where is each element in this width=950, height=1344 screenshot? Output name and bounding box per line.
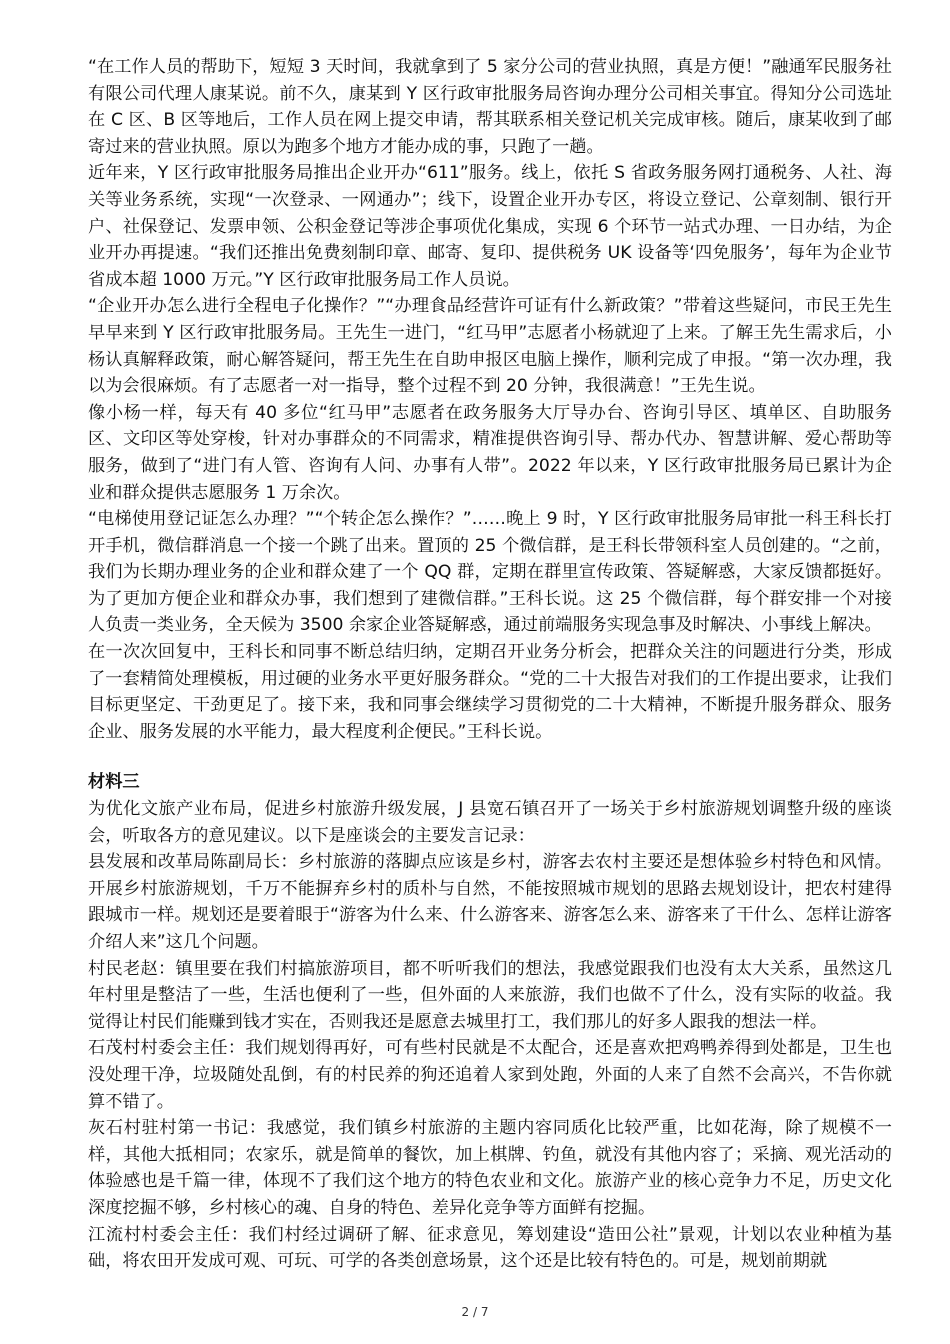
paragraph: 近年来，Y 区行政审批服务局推出企业开办“611”服务。线上，依托 S 省政务服务网打通税务、人社、海关等业务系统，实现“一次登录、一网通办”；线下，设置企业开办专区，将设立登记、公章刻制、银行开户、社保登记、发票申领、公积金登记等涉企事项优化集成，实现 6 个环节一站式办理、一日办结，为企业开办再提速。“我们还推出免费刻制印章、邮寄、复印、提供税务 UK 设备等‘四免服务’，每年为企业节省成本超 1000 万元。”Y 区行政审批服务局工作人员说。	[88, 163, 892, 290]
document-page	[88, 54, 892, 1275]
paragraph: 县发展和改革局陈副局长：乡村旅游的落脚点应该是乡村，游客去农村主要还是想体验乡村特色和风情。开展乡村旅游规划，千万不能摒弃乡村的质朴与自然，不能按照城市规划的思路去规划设计，把农村建得跟城市一样。规划还是要着眼于“游客为什么来、什么游客来、游客怎么来、游客来了干什么、怎样让游客介绍人来”这几个问题。	[88, 852, 892, 952]
paragraph: “企业开办怎么进行全程电子化操作？”“办理食品经营许可证有什么新政策？”带着这些疑问，市民王先生早早来到 Y 区行政审批服务局。王先生一进门，“红马甲”志愿者小杨就迎了上来。了解王先生需求后，小杨认真解释政策，耐心解答疑问，帮王先生在自助申报区电脑上操作，顺利完成了申报。“第一次办理，我以为会很麻烦。有了志愿者一对一指导，整个过程不到 20 分钟，我很满意！”王先生说。	[88, 296, 892, 397]
paragraph: “在工作人员的帮助下，短短 3 天时间，我就拿到了 5 家分公司的营业执照，真是方便！”融通军民服务社有限公司代理人康某说。前不久，康某到 Y 区行政审批服务局咨询办理分公司相关事宜。得知分公司选址在 C 区、B 区等地后，工作人员在网上提交申请，帮其联系相关登记机关完成审核。随后，康某收到了邮寄过来的营业执照。原以为跑多个地方才能办成的事，只跑了一趟。	[88, 57, 892, 157]
paragraph: 像小杨一样，每天有 40 多位“红马甲”志愿者在政务服务大厅导办台、咨询引导区、填单区、自助服务区、文印区等处穿梭，针对办事群众的不同需求，精准提供咨询引导、帮办代办、智慧讲解、爱心帮助等服务，做到了“进门有人管、咨询有人问、办事有人带”。2022 年以来，Y 区行政审批服务局已累计为企业和群众提供志愿服务 1 万余次。	[88, 402, 892, 503]
material-two-body	[88, 54, 892, 745]
paragraph: 江流村村委会主任：我们村经过调研了解、征求意见，筹划建设“造田公社”景观，计划以农业种植为基础，将农田开发成可观、可玩、可学的各类创意场景，这个还是比较有特色的。可是，规划前期就	[88, 1224, 892, 1272]
paragraph: 在一次次回复中，王科长和同事不断总结归纳，定期召开业务分析会，把群众关注的问题进行分类，形成了一套精简处理模板，用过硬的业务水平更好服务群众。“党的二十大报告对我们的工作提出要求，让我们目标更坚定、干劲更足了。接下来，我和同事会继续学习贯彻党的二十大精神，不断提升服务群众、服务企业、服务发展的水平能力，最大程度利企便民。”王科长说。	[88, 642, 892, 742]
section-title: 材料三	[88, 772, 140, 793]
paragraph: 村民老赵：镇里要在我们村搞旅游项目，都不听听我们的想法，我感觉跟我们也没有太大关系，虽然这几年村里是整洁了一些，生活也便利了一些，但外面的人来旅游，我们也做不了什么，没有实际的收益。我觉得让村民们能赚到钱才实在，否则我还是愿意去城里打工，我们那儿的好多人跟我的想法一样。	[88, 958, 892, 1032]
paragraph: “电梯使用登记证怎么办理？”“个转企怎么操作？”……晚上 9 时，Y 区行政审批服务局审批一科王科长打开手机，微信群消息一个接一个跳了出来。置顶的 25 个微信群，是王科长带领科室人员创建的。“之前，我们为长期办理业务的企业和群众建了一个 QQ 群，定期在群里宣传政策、答疑解惑，大家反馈都挺好。为了更加方便企业和群众办事，我们想到了建微信群。”王科长说。这 25 个微信群，每个群安排一个对接人负责一类业务，全天候为 3500 余家企业答疑解惑，通过前端服务实现急事及时解决、小事线上解决。	[88, 509, 892, 636]
page-number: 2 / 7	[461, 1305, 489, 1319]
paragraph: 为优化文旅产业布局，促进乡村旅游升级发展，J 县宽石镇召开了一场关于乡村旅游规划调整升级的座谈会，听取各方的意见建议。以下是座谈会的主要发言记录：	[88, 799, 892, 846]
paragraph: 灰石村驻村第一书记：我感觉，我们镇乡村旅游的主题内容同质化比较严重，比如花海，除了规模不一样，其他大抵相同；农家乐，就是简单的餐饮，加上棋牌、钓鱼，就没有其他内容了；采摘、观光活动的体验感也是千篇一律，体现不了我们这个地方的特色农业和文化。旅游产业的核心竞争力不足，历史文化深度挖掘不够，乡村核心的魂、自身的特色、差异化竞争等方面鲜有挖掘。	[88, 1118, 892, 1218]
paragraph: 石茂村村委会主任：我们规划得再好，可有些村民就是不太配合，还是喜欢把鸡鸭养得到处都是，卫生也没处理干净，垃圾随处乱倒，有的村民养的狗还追着人家到处跑，外面的人来了自然不会高兴，不告你就算不错了。	[88, 1038, 892, 1112]
material-three-body	[88, 796, 892, 1275]
